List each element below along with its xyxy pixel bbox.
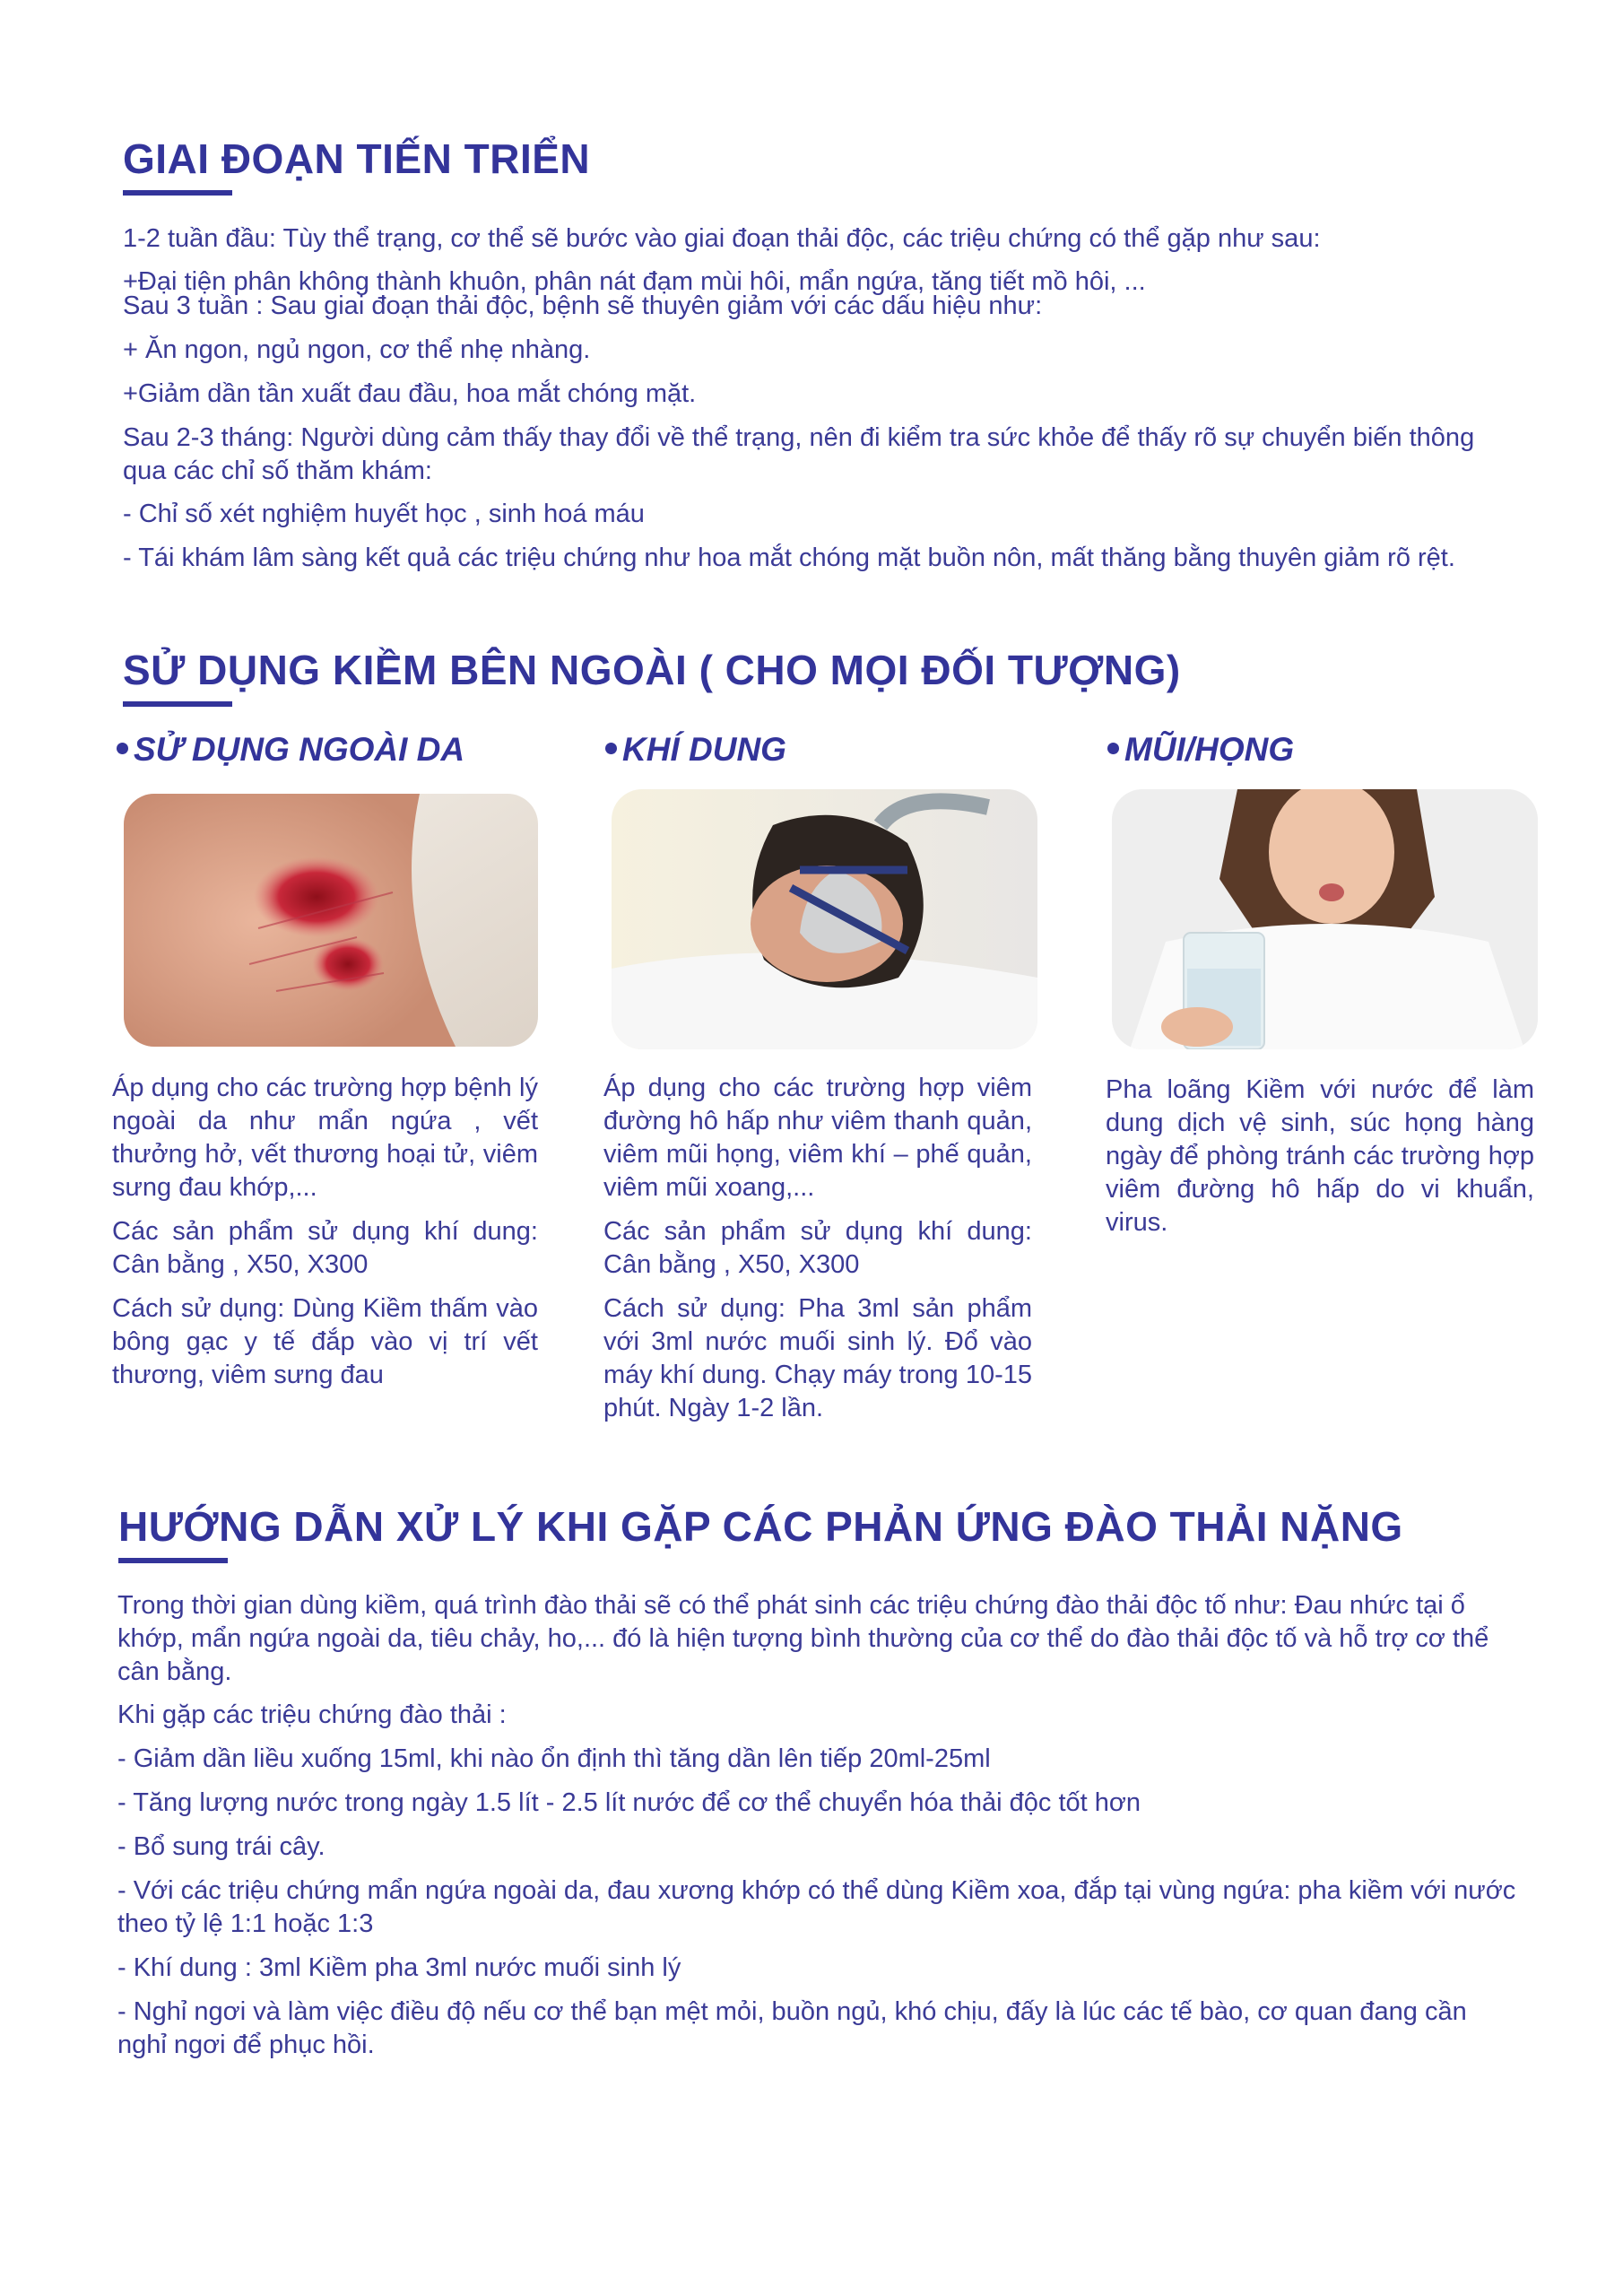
column-paragraph: Áp dụng cho các trường hợp viêm đường hô hấp như viêm thanh quản, viêm mũi họng, viêm khí – phế quản, viêm mũi xoang,... <box>603 1074 1032 1202</box>
reactions-line-4: - Tăng lượng nước trong ngày 1.5 lít - 2.5 lít nước để cơ thể chuyển hóa thải độc tốt hơn <box>117 1788 1141 1817</box>
column-text-skin <box>112 1072 538 1403</box>
progression-line-3: Sau 3 tuần : Sau giai đoạn thải độc, bệnh sẽ thuyên giảm với các dấu hiệu như: <box>123 291 1043 320</box>
reactions-line-5: - Bổ sung trái cây. <box>117 1832 325 1861</box>
column-heading-text: MŨI/HỌNG <box>1124 731 1295 768</box>
column-heading-nebulizer <box>605 731 786 769</box>
column-paragraph: Các sản phẩm sử dụng khí dung: Cân bằng , X50, X300 <box>603 1217 1032 1279</box>
column-paragraph: Cách sử dụng: Pha 3ml sản phẩm với 3ml nước muối sinh lý. Đổ vào máy khí dung. Chạy máy trong 10-15 phút. Ngày 1-2 lần. <box>603 1294 1032 1422</box>
column-paragraph: Pha loãng Kiềm với nước để làm dung dịch vệ sinh, súc họng hàng ngày để phòng tránh các trường hợp viêm đường hô hấp do vi khuẩn, virus. <box>1106 1075 1534 1237</box>
progression-line-7: - Chỉ số xét nghiệm huyết học , sinh hoá máu <box>123 500 645 528</box>
bullet-icon <box>1107 743 1119 754</box>
column-text-nebulizer <box>603 1072 1032 1436</box>
progression-line-4: + Ăn ngon, ngủ ngon, cơ thể nhẹ nhàng. <box>123 335 591 364</box>
progression-line-8: - Tái khám lâm sàng kết quả các triệu chứng như hoa mắt chóng mặt buồn nôn, mất thăng bằng thuyên giảm rõ rệt. <box>123 544 1455 572</box>
gargle-photo <box>1112 789 1538 1049</box>
column-heading-skin <box>117 731 464 769</box>
bullet-icon <box>117 743 128 754</box>
progression-line-1: 1-2 tuần đầu: Tùy thể trạng, cơ thể sẽ bước vào giai đoạn thải độc, các triệu chứng có thể gặp như sau: <box>123 224 1321 253</box>
reactions-line-1: Trong thời gian dùng kiềm, quá trình đào thải sẽ có thể phát sinh các triệu chứng đào thải độc tố như: Đau nhức tại ổ khớp, mẩn ngứa ngoài da, tiêu chảy, ho,... đó là hiện tượng bình thường của cơ thể do đào thải độc tố và hỗ trợ cơ thể cân bằng. <box>117 1591 1489 1686</box>
wound-photo <box>124 794 538 1047</box>
title-underline <box>123 701 232 707</box>
bullet-icon <box>605 743 617 754</box>
reactions-line-8: - Nghỉ ngơi và làm việc điều độ nếu cơ thể bạn mệt mỏi, buồn ngủ, khó chịu, đấy là lúc các tế bào, cơ quan đang cần nghỉ ngơi để phục hồi. <box>117 1997 1467 2059</box>
section-title-progression: GIAI ĐOẠN TIẾN TRIỂN <box>123 135 591 182</box>
section-title-external-use: SỬ DỤNG KIỀM BÊN NGOÀI ( CHO MỌI ĐỐI TƯỢNG) <box>123 647 1181 693</box>
column-paragraph: Các sản phẩm sử dụng khí dung: Cân bằng , X50, X300 <box>112 1217 538 1279</box>
column-heading-text: KHÍ DUNG <box>622 731 786 768</box>
reactions-line-6: - Với các triệu chứng mẩn ngứa ngoài da, đau xương khớp có thể dùng Kiềm xoa, đắp tại vùng ngứa: pha kiềm với nước theo tỷ lệ 1:1 hoặc 1:3 <box>117 1876 1516 1938</box>
reactions-line-7: - Khí dung : 3ml Kiềm pha 3ml nước muối sinh lý <box>117 1953 681 1982</box>
progression-line-6: Sau 2-3 tháng: Người dùng cảm thấy thay đổi về thể trạng, nên đi kiểm tra sức khỏe để thấy rõ sự chuyển biến thông qua các chỉ số thăm khám: <box>123 423 1475 485</box>
progression-line-2: +Đại tiện phân không thành khuôn, phân nát đạm mùi hôi, mẩn ngứa, tăng tiết mồ hôi, ... <box>123 267 1146 296</box>
nebulizer-photo <box>612 789 1037 1049</box>
progression-line-5: +Giảm dần tần xuất đau đầu, hoa mắt chóng mặt. <box>123 379 697 408</box>
column-paragraph: Cách sử dụng: Dùng Kiềm thấm vào bông gạc y tế đắp vào vị trí vết thương, viêm sưng đau <box>112 1294 538 1389</box>
column-paragraph: Áp dụng cho các trường hợp bệnh lý ngoài da như mẩn ngứa , vết thưởng hở, vết thương hoại tử, viêm sưng đau khớp,... <box>112 1074 538 1202</box>
column-heading-nose-throat <box>1107 731 1294 769</box>
column-text-nose-throat <box>1106 1074 1534 1250</box>
section-title-severe-reactions: HƯỚNG DẪN XỬ LÝ KHI GẶP CÁC PHẢN ỨNG ĐÀO THẢI NẶNG <box>118 1503 1403 1550</box>
reactions-line-3: - Giảm dần liều xuống 15ml, khi nào ổn định thì tăng dần lên tiếp 20ml-25ml <box>117 1744 991 1773</box>
reactions-line-2: Khi gặp các triệu chứng đào thải : <box>117 1700 507 1729</box>
title-underline <box>118 1558 228 1563</box>
column-heading-text: SỬ DỤNG NGOÀI DA <box>134 731 465 768</box>
title-underline <box>123 190 232 196</box>
